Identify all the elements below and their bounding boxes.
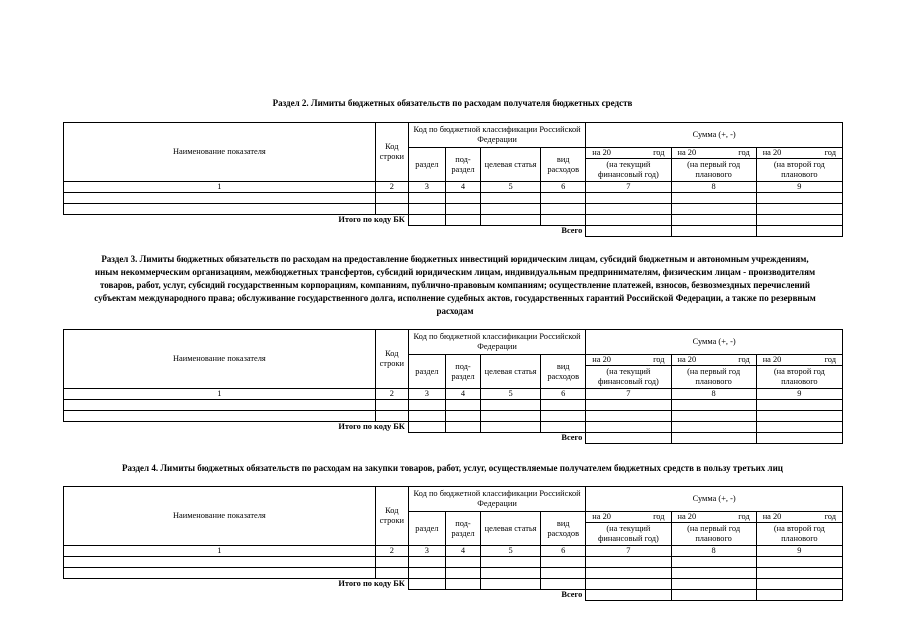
column-number-7: 7 — [586, 546, 671, 557]
total-cell — [586, 226, 671, 237]
column-number-8: 8 — [671, 389, 756, 400]
column-number-5: 5 — [481, 389, 541, 400]
empty-cell — [671, 411, 756, 422]
total-cell — [586, 433, 671, 444]
year-prefix: на 20 — [762, 512, 782, 521]
empty-cell — [671, 568, 756, 579]
total-bk-label: Итого по коду БК — [338, 422, 405, 432]
section-3-table — [63, 329, 843, 444]
total-cell — [586, 590, 671, 601]
empty-cell — [756, 204, 842, 215]
empty-cell — [541, 411, 586, 422]
total-cell — [671, 590, 756, 601]
empty-cell — [586, 557, 671, 568]
column-number-8: 8 — [671, 182, 756, 193]
total-bk-cell — [671, 422, 756, 433]
empty-cell — [408, 400, 445, 411]
bk-col-4: вид расходов — [541, 355, 586, 389]
table-row — [64, 193, 843, 204]
total-bk-cell — [445, 422, 480, 433]
total-bk-cell — [481, 215, 541, 226]
column-number-3: 3 — [408, 546, 445, 557]
empty-cell — [671, 400, 756, 411]
column-number-1: 1 — [64, 389, 376, 400]
bk-col-2: под-раздел — [445, 355, 480, 389]
total-cell — [756, 226, 842, 237]
empty-cell — [408, 568, 445, 579]
total-cell — [671, 433, 756, 444]
year-note-1: (на текущий финансовый год) — [586, 159, 671, 182]
table-row — [64, 557, 843, 568]
total-bk-cell — [671, 579, 756, 590]
year-prefix: на 20 — [592, 512, 611, 521]
year-suffix: год — [653, 512, 665, 521]
column-number-6: 6 — [541, 389, 586, 400]
empty-cell — [481, 400, 541, 411]
table-row — [64, 400, 843, 411]
section-2-table — [63, 122, 843, 237]
empty-cell — [586, 204, 671, 215]
total-bk-cell — [586, 422, 671, 433]
year-cell-3 — [756, 355, 842, 366]
table-row — [64, 204, 843, 215]
column-number-4: 4 — [445, 389, 480, 400]
total-cell — [756, 433, 842, 444]
empty-cell — [481, 568, 541, 579]
year-note-3: (на второй год планового — [756, 523, 842, 546]
total-bk-cell — [756, 215, 842, 226]
empty-cell — [408, 411, 445, 422]
year-note-2: (на первый год планового — [671, 523, 756, 546]
column-number-3: 3 — [408, 389, 445, 400]
total-bk-cell — [408, 215, 445, 226]
column-number-4: 4 — [445, 182, 480, 193]
bk-col-3: целевая статья — [481, 148, 541, 182]
year-note-2: (на первый год планового — [671, 366, 756, 389]
empty-cell — [64, 557, 376, 568]
empty-cell — [756, 568, 842, 579]
spacer — [64, 433, 409, 444]
empty-cell — [756, 193, 842, 204]
bk-col-1: раздел — [408, 148, 445, 182]
column-number-1: 1 — [64, 182, 376, 193]
empty-cell — [445, 193, 480, 204]
empty-cell — [64, 411, 376, 422]
total-bk-cell — [541, 579, 586, 590]
bk-col-4: вид расходов — [541, 512, 586, 546]
empty-cell — [481, 557, 541, 568]
empty-cell — [541, 568, 586, 579]
column-number-7: 7 — [586, 389, 671, 400]
total-cell — [671, 226, 756, 237]
empty-cell — [408, 204, 445, 215]
code-header: Код строки — [375, 330, 408, 389]
year-cell-1 — [586, 512, 671, 523]
year-prefix: на 20 — [677, 148, 697, 157]
column-number-1: 1 — [64, 546, 376, 557]
empty-cell — [756, 557, 842, 568]
year-suffix: год — [824, 512, 836, 521]
year-suffix: год — [653, 355, 665, 364]
year-cell-2 — [671, 512, 756, 523]
year-suffix: год — [653, 148, 665, 157]
year-prefix: на 20 — [677, 512, 697, 521]
bk-col-2: под-раздел — [445, 512, 480, 546]
empty-cell — [375, 204, 408, 215]
year-cell-2 — [671, 355, 756, 366]
year-prefix: на 20 — [762, 148, 782, 157]
empty-cell — [756, 400, 842, 411]
empty-cell — [671, 204, 756, 215]
year-cell-3 — [756, 148, 842, 159]
bk-col-4: вид расходов — [541, 148, 586, 182]
sum-header: Сумма (+, -) — [586, 487, 843, 512]
total-bk-cell — [756, 579, 842, 590]
empty-cell — [445, 400, 480, 411]
empty-cell — [375, 411, 408, 422]
empty-cell — [481, 193, 541, 204]
column-number-2: 2 — [375, 389, 408, 400]
total-label: Всего — [561, 226, 583, 236]
bk-col-1: раздел — [408, 512, 445, 546]
empty-cell — [445, 411, 480, 422]
total-bk-cell — [756, 422, 842, 433]
name-header: Наименование показателя — [64, 123, 376, 182]
section-4-table — [63, 486, 843, 601]
year-prefix: на 20 — [592, 355, 611, 364]
spacer — [64, 590, 409, 601]
bk-header: Код по бюджетной классификации Российской Федерации — [408, 123, 585, 148]
total-bk-cell — [541, 422, 586, 433]
bk-header: Код по бюджетной классификации Российской Федерации — [408, 330, 585, 355]
total-bk-cell — [541, 215, 586, 226]
empty-cell — [375, 568, 408, 579]
column-number-2: 2 — [375, 182, 408, 193]
total-cell — [756, 590, 842, 601]
total-bk-cell — [408, 422, 445, 433]
year-note-3: (на второй год планового — [756, 159, 842, 182]
section-4-title: Раздел 4. Лимиты бюджетных обязательств по расходам на закупки товаров, работ, услуг, осуществляемые получателем бюджетных средств в пользу третьих лиц — [122, 463, 783, 473]
total-bk-cell — [408, 579, 445, 590]
total-bk-cell — [586, 215, 671, 226]
column-number-5: 5 — [481, 182, 541, 193]
empty-cell — [541, 193, 586, 204]
column-number-3: 3 — [408, 182, 445, 193]
name-header: Наименование показателя — [64, 330, 376, 389]
empty-cell — [408, 557, 445, 568]
year-note-2: (на первый год планового — [671, 159, 756, 182]
year-prefix: на 20 — [762, 355, 782, 364]
empty-cell — [481, 411, 541, 422]
empty-cell — [586, 400, 671, 411]
section-2-title: Раздел 2. Лимиты бюджетных обязательств по расходам получателя бюджетных средств — [272, 98, 633, 108]
empty-cell — [64, 204, 376, 215]
year-suffix: год — [824, 148, 836, 157]
column-number-8: 8 — [671, 546, 756, 557]
empty-cell — [375, 400, 408, 411]
code-header: Код строки — [375, 123, 408, 182]
total-bk-cell — [586, 579, 671, 590]
column-number-6: 6 — [541, 546, 586, 557]
year-cell-2 — [671, 148, 756, 159]
year-cell-1 — [586, 148, 671, 159]
name-header: Наименование показателя — [64, 487, 376, 546]
year-suffix: год — [738, 148, 750, 157]
total-bk-cell — [445, 579, 480, 590]
total-bk-cell — [671, 215, 756, 226]
empty-cell — [671, 557, 756, 568]
empty-cell — [541, 400, 586, 411]
column-number-7: 7 — [586, 182, 671, 193]
empty-cell — [64, 400, 376, 411]
empty-cell — [408, 193, 445, 204]
empty-cell — [375, 193, 408, 204]
total-bk-label: Итого по коду БК — [338, 215, 405, 225]
spacer — [64, 226, 409, 237]
empty-cell — [586, 411, 671, 422]
sum-header: Сумма (+, -) — [586, 330, 843, 355]
empty-cell — [64, 568, 376, 579]
empty-cell — [541, 557, 586, 568]
table-row — [64, 411, 843, 422]
year-note-1: (на текущий финансовый год) — [586, 366, 671, 389]
bk-col-3: целевая статья — [481, 512, 541, 546]
total-bk-cell — [445, 215, 480, 226]
total-label: Всего — [561, 433, 583, 443]
year-suffix: год — [738, 355, 750, 364]
column-number-2: 2 — [375, 546, 408, 557]
empty-cell — [445, 557, 480, 568]
column-number-6: 6 — [541, 182, 586, 193]
bk-header: Код по бюджетной классификации Российской Федерации — [408, 487, 585, 512]
column-number-9: 9 — [756, 182, 842, 193]
year-suffix: год — [738, 512, 750, 521]
empty-cell — [671, 193, 756, 204]
bk-col-1: раздел — [408, 355, 445, 389]
total-bk-label: Итого по коду БК — [338, 579, 405, 589]
empty-cell — [445, 568, 480, 579]
table-row — [64, 568, 843, 579]
year-cell-1 — [586, 355, 671, 366]
column-number-9: 9 — [756, 389, 842, 400]
empty-cell — [756, 411, 842, 422]
empty-cell — [445, 204, 480, 215]
year-note-3: (на второй год планового — [756, 366, 842, 389]
bk-col-2: под-раздел — [445, 148, 480, 182]
total-label: Всего — [561, 590, 583, 600]
column-number-5: 5 — [481, 546, 541, 557]
year-cell-3 — [756, 512, 842, 523]
empty-cell — [586, 568, 671, 579]
year-suffix: год — [824, 355, 836, 364]
bk-col-3: целевая статья — [481, 355, 541, 389]
empty-cell — [64, 193, 376, 204]
sum-header: Сумма (+, -) — [586, 123, 843, 148]
section-3-title: Раздел 3. Лимиты бюджетных обязательств по расходам на предоставление бюджетных инвестиций юридическим лицам, субсидий бюджетным и автономным учреждениям, иным некоммерческим организациям, межбюджетных трансфертов, субсидий юридическим лицам, индивидуальным предпринимателям, физическим лицам - производителям товаров, работ, услуг, субсидий государственным корпорациям, компаниям, публично-правовым компаниям; осуществление платежей, взносов, безвозмездных перечислений субъектам международного права; обслуживание государственного долга, исполнение судебных актов, государственных гарантий Российской Федерации, а также по резервным расходам — [94, 254, 816, 316]
empty-cell — [586, 193, 671, 204]
column-number-9: 9 — [756, 546, 842, 557]
total-bk-cell — [481, 422, 541, 433]
column-number-4: 4 — [445, 546, 480, 557]
code-header: Код строки — [375, 487, 408, 546]
year-prefix: на 20 — [677, 355, 697, 364]
total-bk-cell — [481, 579, 541, 590]
empty-cell — [481, 204, 541, 215]
year-prefix: на 20 — [592, 148, 611, 157]
year-note-1: (на текущий финансовый год) — [586, 523, 671, 546]
empty-cell — [541, 204, 586, 215]
empty-cell — [375, 557, 408, 568]
